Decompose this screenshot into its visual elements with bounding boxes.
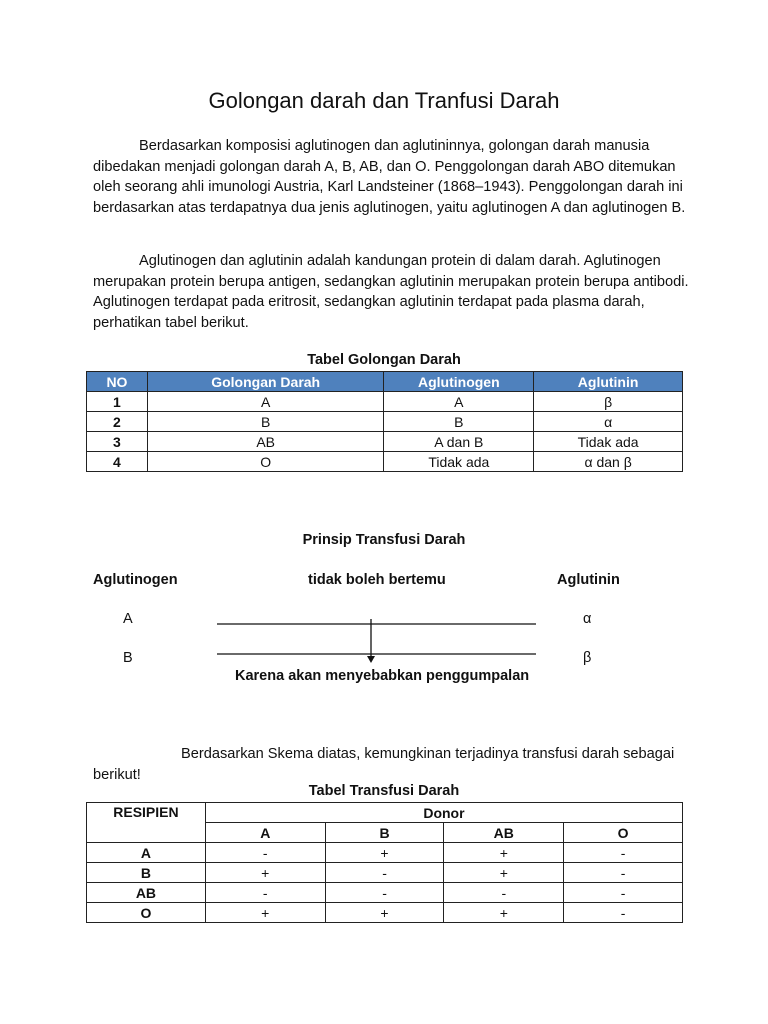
aglutinin-beta: β — [583, 650, 592, 666]
table-cell: AB — [147, 432, 384, 452]
table-cell: O — [147, 452, 384, 472]
resipien-cell: B — [87, 863, 206, 883]
table-cell: Tidak ada — [384, 452, 534, 472]
table-cell: 3 — [87, 432, 148, 452]
column-header: O — [564, 823, 683, 843]
paragraph-skema — [93, 744, 693, 785]
aglutinogen-b: B — [123, 650, 133, 666]
prinsip-left-label: Aglutinogen — [93, 572, 178, 588]
table-cell: - — [564, 843, 683, 863]
paragraph-aglutinogen-text: Aglutinogen dan aglutinin adalah kandungan protein di dalam darah. Aglutinogen merupakan protein berupa antigen, sedangkan aglutinin merupakan protein berupa antibodi. Aglutinogen terdapat pada eritrosit, sedangkan aglutinin terdapat pada plasma darah, perhatikan tabel berikut. — [93, 253, 689, 331]
table-cell: 1 — [87, 392, 148, 412]
table-cell: 2 — [87, 412, 148, 432]
table-cell: + — [444, 843, 564, 863]
prinsip-right-label: Aglutinin — [557, 572, 620, 588]
table-cell: - — [205, 883, 325, 903]
table-cell: + — [205, 863, 325, 883]
table-cell: - — [564, 883, 683, 903]
table-transfusi-darah — [86, 802, 683, 923]
table-cell: - — [444, 883, 564, 903]
column-header: B — [325, 823, 444, 843]
aglutinogen-a: A — [123, 611, 133, 627]
prinsip-title: Prinsip Transfusi Darah — [302, 532, 466, 548]
table-cell: A — [147, 392, 384, 412]
column-header: Golongan Darah — [147, 372, 384, 392]
table-cell: B — [384, 412, 534, 432]
table-cell: + — [325, 843, 444, 863]
table-cell: + — [205, 903, 325, 923]
resipien-cell: A — [87, 843, 206, 863]
table-transfusi-caption: Tabel Transfusi Darah — [308, 783, 460, 799]
table-cell: A dan B — [384, 432, 534, 452]
row-header-resipien: RESIPIEN — [87, 803, 206, 843]
table-cell: α dan β — [534, 452, 683, 472]
table-golongan-caption: Tabel Golongan Darah — [307, 352, 461, 368]
table-row — [87, 903, 683, 923]
resipien-cell: O — [87, 903, 206, 923]
resipien-cell: AB — [87, 883, 206, 903]
table-cell: Tidak ada — [534, 432, 683, 452]
group-header-donor: Donor — [205, 803, 682, 823]
table-cell: B — [147, 412, 384, 432]
column-header: AB — [444, 823, 564, 843]
table-cell: - — [564, 863, 683, 883]
table-cell: + — [444, 903, 564, 923]
column-header: Aglutinin — [534, 372, 683, 392]
column-header: Aglutinogen — [384, 372, 534, 392]
prinsip-footer: Karena akan menyebabkan penggumpalan — [235, 668, 530, 684]
paragraph-intro-text: Berdasarkan komposisi aglutinogen dan aglutininnya, golongan darah manusia dibedakan menjadi golongan darah A, B, AB, dan O. Penggolongan darah ABO ditemukan oleh seorang ahli imunologi Austria, Karl Landsteiner (1868–1943). Penggolongan darah ini berdasarkan atas terdapatnya dua jenis aglutinogen, yaitu aglutinogen A dan aglutinogen B. — [93, 138, 686, 216]
arrow-down-icon — [367, 656, 375, 663]
column-header: NO — [87, 372, 148, 392]
page-title: Golongan darah dan Tranfusi Darah — [208, 88, 560, 113]
table-cell: β — [534, 392, 683, 412]
table-row — [87, 883, 683, 903]
table-cell: α — [534, 412, 683, 432]
table-cell: A — [384, 392, 534, 412]
prinsip-middle-label: tidak boleh bertemu — [308, 572, 446, 588]
table-cell: + — [325, 903, 444, 923]
aglutinin-alpha: α — [583, 611, 592, 627]
table-row — [87, 843, 683, 863]
table-cell: - — [564, 903, 683, 923]
table-cell: - — [325, 883, 444, 903]
paragraph-skema-text: Berdasarkan Skema diatas, kemungkinan terjadinya transfusi darah sebagai berikut! — [93, 746, 675, 783]
table-cell: - — [325, 863, 444, 883]
table-cell: 4 — [87, 452, 148, 472]
table-cell: - — [205, 843, 325, 863]
table-cell: + — [444, 863, 564, 883]
table-row — [87, 863, 683, 883]
table-header-row — [87, 803, 683, 823]
column-header: A — [205, 823, 325, 843]
